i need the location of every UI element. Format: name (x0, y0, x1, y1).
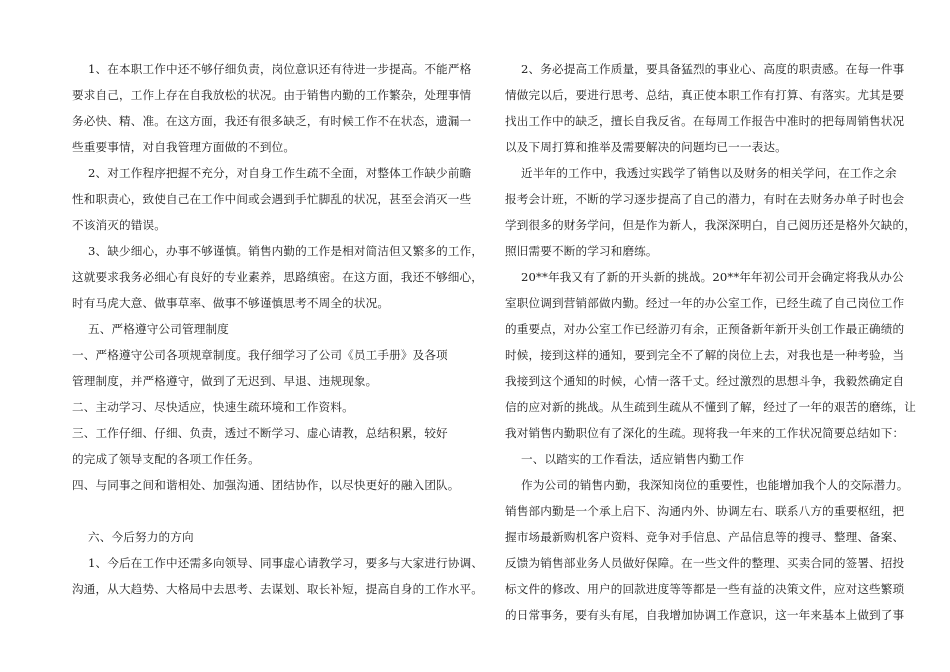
text-line: 握市场最新购机客户资料、竞争对手信息、产品信息等的搜寻、整理、备案、 (505, 530, 905, 544)
text-line: 以及下周打算和推举及需要解决的问题均已一一表达。 (505, 140, 787, 154)
text-line: 不该消灭的错误。 (72, 218, 166, 232)
text-line: 要求自己，工作上存在自我放松的状况。由于销售内勤的工作繁杂，处理事情 (72, 88, 472, 102)
text-line: 近半年的工作中，我透过实践学了销售以及财务的相关学问，在工作之余 (521, 166, 897, 180)
text-line: 3、缺少细心，办事不够谨慎。销售内勤的工作是相对简洁但又繁多的工作， (88, 244, 484, 258)
section-heading: 一、以踏实的工作看法，适应销售内勤工作 (521, 452, 745, 466)
text-line: 20**年我又有了新的开头新的挑战。20**年年初公司开会确定将我从办公 (521, 270, 904, 284)
text-line: 三、工作仔细、仔细、负责，透过不断学习、虚心请教，总结积累，较好 (72, 426, 448, 440)
text-line: 这就要求我务必细心有良好的专业素养，思路缜密。在这方面，我还不够细心， (72, 270, 484, 284)
text-line: 报考会计班，不断的学习逐步提高了自己的潜力，有时在去财务办单子时也会 (505, 192, 905, 206)
text-line: 性和职责心，致使自己在工作中间或会遇到手忙脚乱的状况，甚至会消灭一些 (72, 192, 472, 206)
text-line: 时有马虎大意、做事草率、做事不够谨慎思考不周全的状况。 (72, 296, 390, 310)
text-line: 室职位调到营销部做内勤。经过一年的办公室工作，已经生疏了自己岗位工作 (505, 296, 905, 310)
text-line: 信的应对新的挑战。从生疏到生疏从不懂到了解，经过了一年的艰苦的磨练，让 (505, 400, 917, 414)
text-line: 我对销售内勤职位有了深化的生疏。现将我一年来的工作状况简要总结如下： (505, 426, 905, 440)
text-line: 管理制度，并严格遵守，做到了无迟到、早退、违规现象。 (72, 374, 378, 388)
text-line: 1、在本职工作中还不够仔细负责，岗位意识还有待进一步提高。不能严格 (88, 62, 472, 76)
text-line: 学到很多的财务学问，但是作为新人，我深深明白，自己阅历还是格外欠缺的， (505, 218, 917, 232)
text-line: 一、严格遵守公司各项规章制度。我仔细学习了公司《员工手册》及各项 (72, 348, 448, 362)
text-line: 照旧需要不断的学习和磨练。 (505, 244, 658, 258)
text-line: 1、今后在工作中还需多向领导、同事虚心请教学习，要多与大家进行协调、 (88, 556, 484, 570)
text-line: 的完成了领导支配的各项工作任务。 (72, 452, 260, 466)
text-line: 我接到这个通知的时候，心情一落千丈。经过激烈的思想斗争，我毅然确定自 (505, 374, 905, 388)
text-line: 沟通，从大趋势、大格局中去思考、去谋划、取长补短，提高自身的工作水平。 (72, 582, 484, 596)
text-line: 2、对工作程序把握不充分，对自身工作生疏不全面，对整体工作缺少前瞻 (88, 166, 472, 180)
text-line: 找出工作中的缺乏，擅长自我反省。在每周工作报告中准时的把每周销售状况 (505, 114, 905, 128)
text-line: 销售部内勤是一个承上启下、沟通内外、协调左右、联系八方的重要枢纽，把 (505, 504, 905, 518)
text-line: 二、主动学习、尽快适应，快速生疏环境和工作资料。 (72, 400, 354, 414)
text-line: 标文件的修改、用户的回款进度等等都是一些有益的决策文件，应对这些繁琐 (505, 582, 905, 596)
text-line: 些重要事情，对自我管理方面做的不到位。 (72, 140, 296, 154)
text-line: 的重要点，对办公室工作已经游刃有余，正预备新年新开头创工作最正确绩的 (505, 322, 905, 336)
text-line: 情做完以后，要进行思考、总结，真正使本职工作有打算、有落实。尤其是要 (505, 88, 905, 102)
text-line: 务必快、精、准。在这方面，我还有很多缺乏，有时候工作不在状态，遗漏一 (72, 114, 472, 128)
text-line: 2、务必提高工作质量，要具备猛烈的事业心、高度的职责感。在每一件事 (521, 62, 905, 76)
section-heading: 五、严格遵守公司管理制度 (88, 322, 229, 336)
text-line: 四、与同事之间和谐相处、加强沟通、团结协作，以尽快更好的融入团队。 (72, 478, 460, 492)
text-line: 反馈为销售部业务人员做好保障。在一些文件的整理、买卖合同的签署、招投 (505, 556, 905, 570)
text-line: 作为公司的销售内勤，我深知岗位的重要性，也能增加我个人的交际潜力。 (521, 478, 909, 492)
text-line: 的日常事务，要有头有尾，自我增加协调工作意识，这一年来基本上做到了事 (505, 608, 905, 622)
section-heading: 六、今后努力的方向 (88, 530, 194, 544)
text-line: 时候，接到这样的通知，要到完全不了解的岗位上去，对我也是一种考验，当 (505, 348, 905, 362)
